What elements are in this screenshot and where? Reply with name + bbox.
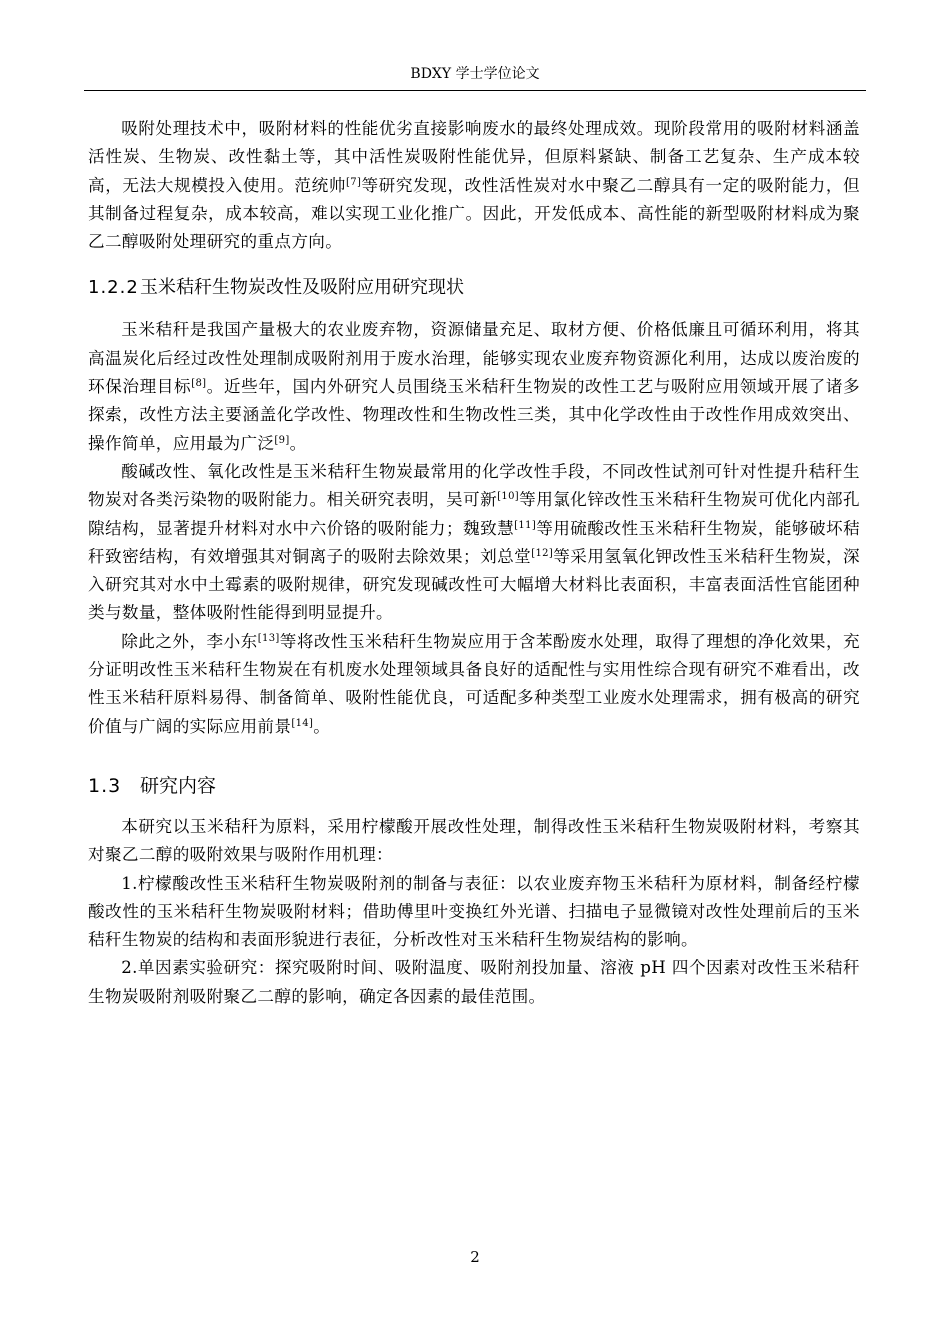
subsection-heading-1-2-2 — [88, 274, 860, 302]
paragraph-research-item-1: 1.柠檬酸改性玉米秸秆生物炭吸附剂的制备与表征：以农业废弃物玉米秸秆为原材料，制备经柠檬酸改性的玉米秸秆生物炭吸附材料；借助傅里叶变换红外光谱、扫描电子显微镜对改性处理前后的玉米秸秆生物炭的结构和表面形貌进行表征，分析改性对玉米秸秆生物炭结构的影响。 — [88, 873, 860, 950]
page-body — [88, 115, 860, 1011]
citation-ref: [8] — [191, 378, 207, 390]
section-heading-1-3 — [88, 771, 860, 801]
heading-number: 1.3 — [88, 774, 122, 797]
citation-ref: [12] — [531, 547, 554, 559]
paragraph-research-item-2: 2.单因素实验研究：探究吸附时间、吸附温度、吸附剂投加量、溶液 pH 四个因素对改性玉米秸秆生物炭吸附剂吸附聚乙二醇的影响，确定各因素的最佳范围。 — [88, 958, 860, 1006]
citation-ref: [11] — [514, 519, 537, 531]
paragraph-corn-straw: 玉米秸秆是我国产量极大的农业废弃物，资源储量充足、取材方便、价格低廉且可循环利用，将其高温炭化后经过改性处理制成吸附剂用于废水治理，能够实现农业废弃物资源化利用，达成以废治废的环保治理目标[8]。近些年，国内外研究人员围绕玉米秸秆生物炭的改性工艺与吸附应用领域开展了诸多探索，改性方法主要涵盖化学改性、物理改性和生物改性三类，其中化学改性由于改性作用成效突出、操作简单，应用最为广泛[9]。 — [88, 320, 860, 453]
paragraph-phenol-application: 除此之外，李小东[13]等将改性玉米秸秆生物炭应用于含苯酚废水处理，取得了理想的净化效果，充分证明改性玉米秸秆生物炭在有机废水处理领域具备良好的适配性与实用性综合现有研究不难看出，改性玉米秸秆原料易得、制备简单、吸附性能优良，可适配多种类型工业废水处理需求，拥有极高的研究价值与广阔的实际应用前景[14]。 — [88, 631, 860, 736]
citation-ref: [14] — [291, 717, 314, 729]
heading-title: 研究内容 — [140, 774, 217, 797]
paragraph-research-intro: 本研究以玉米秸秆为原料，采用柠檬酸开展改性处理，制得改性玉米秸秆生物炭吸附材料，考察其对聚乙二醇的吸附效果与吸附作用机理： — [88, 816, 860, 865]
paragraph-chemical-modification: 酸碱改性、氧化改性是玉米秸秆生物炭最常用的化学改性手段，不同改性试剂可针对性提升秸秆生物炭对各类污染物的吸附能力。相关研究表明，吴可新[10]等用氯化锌改性玉米秸秆生物炭可优化内部孔隙结构，显著提升材料对水中六价铬的吸附能力；魏致慧[11]等用硫酸改性玉米秸秆生物炭，能够破坏秸秆致密结构，有效增强其对铜离子的吸附去除效果；刘总堂[12]等采用氢氧化钾改性玉米秸秆生物炭，深入研究其对水中土霉素的吸附规律，研究发现碱改性可大幅增大材料比表面积，丰富表面活性官能团种类与数量，整体吸附性能得到明显提升。 — [88, 461, 860, 623]
page-header: BDXY 学士学位论文 — [84, 64, 866, 91]
page-number: 2 — [470, 1248, 480, 1266]
citation-ref: [10] — [497, 491, 520, 503]
citation-ref: [9] — [274, 434, 290, 446]
citation-ref: [13] — [257, 632, 280, 644]
heading-title: 玉米秸秆生物炭改性及吸附应用研究现状 — [140, 277, 464, 299]
paragraph-adsorbent-overview: 吸附处理技术中，吸附材料的性能优劣直接影响废水的最终处理成效。现阶段常用的吸附材料涵盖活性炭、生物炭、改性黏土等，其中活性炭吸附性能优异，但原料紧缺、制备工艺复杂、生产成本较高，无法大规模投入使用。范统帅[7]等研究发现，改性活性炭对水中聚乙二醇具有一定的吸附能力，但其制备过程复杂，成本较高，难以实现工业化推广。因此，开发低成本、高性能的新型吸附材料成为聚乙二醇吸附处理研究的重点方向。 — [88, 119, 861, 252]
citation-ref: [7] — [346, 176, 362, 188]
heading-number: 1.2.2 — [88, 277, 139, 299]
